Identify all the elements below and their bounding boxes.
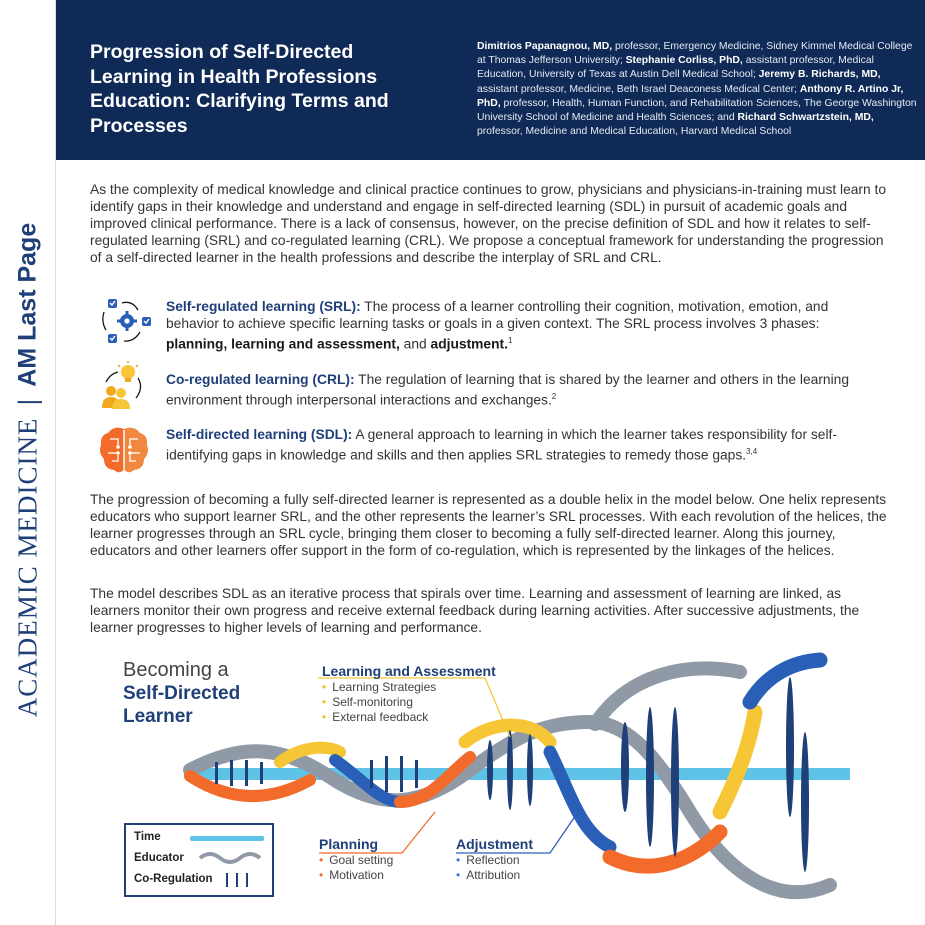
- educator-strand-top: [595, 669, 740, 724]
- adjustment-heading: Adjustment: [456, 836, 533, 852]
- adjustment-segment-2: [550, 752, 610, 847]
- term-crl: Co-regulated learning (CRL):: [166, 372, 355, 387]
- author-affiliation: assistant professor, Medical Education, University of Texas at Austin Dell Medical School;: [477, 55, 874, 81]
- journal-side-band: [0, 0, 56, 925]
- diagram-title: [123, 658, 240, 728]
- adjustment-segment-3: [750, 660, 820, 702]
- srl-adjustment: adjustment.: [430, 336, 508, 352]
- list-item: • Self-monitoring: [322, 695, 413, 709]
- definition-srl-text: The process of a learner controlling their cognition, motivation, emotion, and behavior to achieve specific learning tasks or goals in a given context. The SRL process involves 3 phases:: [166, 299, 829, 331]
- definition-sdl-text: A general approach to learning in which the learner takes responsibility for self-identifying gaps in knowledge and skills and then applies SRL strategies to remedy those gaps.: [166, 427, 837, 463]
- journal-divider: |: [12, 398, 43, 406]
- author-list: [477, 40, 917, 139]
- adjustment-label: [456, 835, 533, 883]
- model-paragraph: The progression of becoming a fully self-directed learner is represented as a double helix in the model below. One helix represents educators who support learner SRL, and the other represents the learner’s SRL processes. With each revolution of the helices, the learner progresses through an SRL cycle, bringing them closer to becoming a fully self-directed learner. Along this journey, educators and other learners offer support in the form of co-regulation, which is represented by the linkages of the helices.: [90, 492, 887, 558]
- legend-time: Time: [134, 831, 161, 843]
- list-item: • Motivation: [319, 868, 384, 882]
- term-srl: Self-regulated learning (SRL):: [166, 299, 361, 314]
- brain-icon: [96, 423, 152, 477]
- list-item: • Attribution: [456, 868, 521, 882]
- list-item: • Goal setting: [319, 853, 394, 867]
- journal-section: AM Last Page: [13, 222, 42, 387]
- journal-name: ACADEMIC MEDICINE: [12, 417, 43, 718]
- header-banner: [56, 0, 925, 160]
- learning-assessment-label: [322, 662, 496, 725]
- author-name: Richard Schwartzstein, MD,: [737, 112, 874, 124]
- la-heading: Learning and Assessment: [322, 663, 496, 679]
- learning-segment-3: [720, 712, 755, 812]
- author-name: Dimitrios Papanagnou, MD,: [477, 41, 613, 52]
- srl-and: and: [399, 336, 431, 352]
- citation: 3,4: [746, 447, 758, 456]
- list-item: • Reflection: [456, 853, 520, 867]
- legend-educator-swatch: [200, 854, 260, 862]
- journal-side-label: [13, 223, 44, 717]
- definition-sdl: [166, 426, 866, 464]
- definition-srl: [166, 298, 866, 353]
- planning-heading: Planning: [319, 836, 379, 852]
- legend-swatches: [126, 825, 276, 899]
- definition-crl: [166, 371, 866, 409]
- diagram-title-line3: Learner: [123, 706, 193, 727]
- author-affiliation: assistant professor, Medicine, Beth Israel Deaconess Medical Center;: [477, 83, 800, 95]
- legend-educator: Educator: [134, 852, 184, 864]
- list-item: • Learning Strategies: [322, 680, 437, 694]
- diagram-title-line1: Becoming a: [123, 659, 229, 681]
- planning-segment-3: [610, 832, 720, 866]
- citation: 2: [551, 392, 557, 401]
- author-affiliation: professor, Emergency Medicine, Sidney Kimmel Medical College at Thomas Jefferson University;: [477, 41, 913, 67]
- citation: 1: [507, 336, 513, 345]
- planning-label: [319, 835, 393, 883]
- srl-phases: planning, learning and assessment,: [166, 336, 400, 352]
- people-lightbulb-icon: [98, 360, 154, 412]
- legend-coregulation-swatch: [226, 873, 248, 887]
- legend-time-swatch: [190, 836, 264, 841]
- definition-crl-text: The regulation of learning that is shared by the learner and others in the learning environment through interpersonal interactions and exchanges.: [166, 372, 850, 408]
- page-title: Progression of Self-Directed Learning in Health Professions Education: Clarifying Terms and Processes: [90, 41, 389, 137]
- diagram-legend: [124, 823, 274, 897]
- process-paragraph: The model describes SDL as an iterative process that spirals over time. Learning and assessment of learning are linked, as learners monitor their own progress and receive external feedback during learning activities. After successive adjustments, the learner progresses to higher levels of learning and performance.: [90, 586, 860, 635]
- diagram-title-line2: Self-Directed: [123, 683, 241, 704]
- author-affiliation: professor, Health, Human Function, and Rehabilitation Sciences, The George Washington University School of Medicine and Health Sciences; and: [477, 97, 917, 124]
- intro-paragraph: As the complexity of medical knowledge and clinical practice continues to grow, physicians and physicians-in-training must learn to identify gaps in their knowledge and understand and engage in self-directed learning (SDL) in pursuit of academic goals and improved clinical performance. There is a lack of consensus, however, on the precise definition of SDL and how it relates to self-regulated learning (SRL) and co-regulated learning (CRL). We propose a conceptual framework for understanding the progression of a self-directed learner in the health professions and describe the interplay of SRL and CRL.: [90, 182, 887, 265]
- author-name: Stephanie Corliss, PhD,: [625, 55, 743, 67]
- double-helix-diagram: [90, 652, 925, 925]
- author-affiliation: professor, Medicine and Medical Education, Harvard Medical School: [477, 126, 792, 138]
- time-arrow: [190, 768, 850, 780]
- author-name: Jeremy B. Richards, MD,: [758, 69, 881, 81]
- list-item: • External feedback: [322, 710, 429, 724]
- legend-coregulation: Co-Regulation: [134, 873, 213, 885]
- term-sdl: Self-directed learning (SDL):: [166, 427, 353, 442]
- gear-cycle-icon: [98, 296, 154, 346]
- author-name: Anthony R. Artino Jr, PhD,: [477, 83, 904, 109]
